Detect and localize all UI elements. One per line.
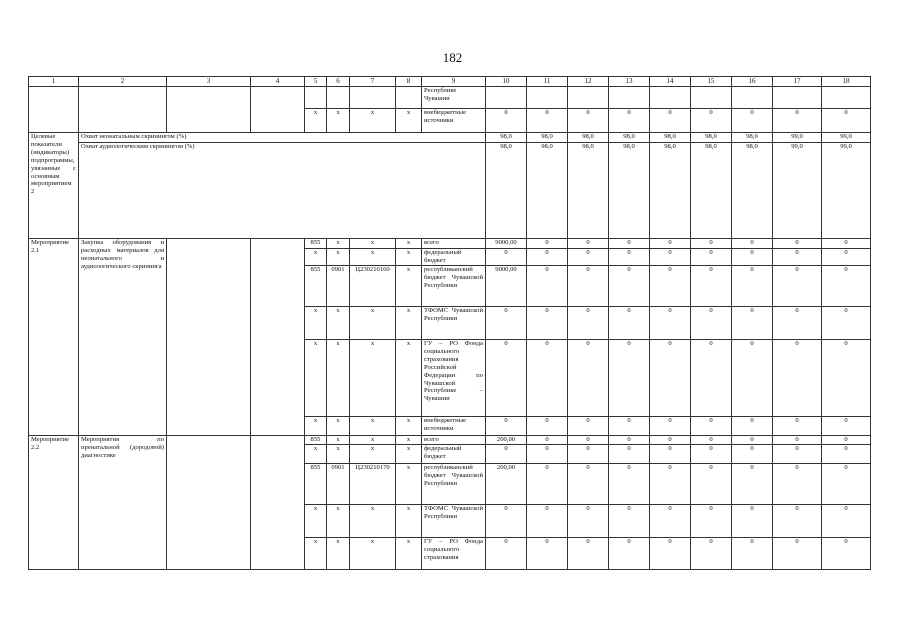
table-cell: 0 bbox=[568, 538, 609, 570]
table-cell: 0901 bbox=[327, 266, 350, 307]
column-header: 2 bbox=[79, 77, 167, 87]
table-cell: x bbox=[396, 538, 422, 570]
table-cell: x bbox=[396, 417, 422, 436]
column-header: 7 bbox=[350, 77, 396, 87]
table-cell bbox=[251, 239, 305, 436]
table-cell: x bbox=[305, 417, 327, 436]
table-cell: 98,0 bbox=[609, 143, 650, 239]
column-header: 10 bbox=[486, 77, 527, 87]
table-cell bbox=[691, 87, 732, 109]
column-header: 4 bbox=[251, 77, 305, 87]
table-cell: 0 bbox=[650, 436, 691, 445]
table-cell: 0 bbox=[609, 266, 650, 307]
table-cell: 0 bbox=[691, 266, 732, 307]
table-cell: x bbox=[305, 249, 327, 266]
table-cell: 0 bbox=[732, 266, 773, 307]
table-cell: 0 bbox=[527, 239, 568, 249]
table-cell: x bbox=[350, 445, 396, 464]
table-cell: 0 bbox=[691, 445, 732, 464]
table-cell: 0 bbox=[732, 109, 773, 133]
table-cell: 0 bbox=[650, 239, 691, 249]
table-cell: x bbox=[327, 307, 350, 340]
table-cell: ТФОМС Чувашской Республики bbox=[422, 307, 486, 340]
table-cell: 0 bbox=[773, 538, 822, 570]
table-cell: 0 bbox=[527, 340, 568, 417]
table-cell: 200,00 bbox=[486, 436, 527, 445]
table-cell: 0 bbox=[568, 249, 609, 266]
table-cell: x bbox=[396, 436, 422, 445]
table-cell: ГУ – РО Фонда социального страхования bbox=[422, 538, 486, 570]
table-cell bbox=[167, 436, 251, 570]
table-cell: 0 bbox=[527, 417, 568, 436]
table-cell: 0 bbox=[732, 445, 773, 464]
table-cell: 0 bbox=[732, 464, 773, 505]
table-cell: 0 bbox=[568, 464, 609, 505]
table-cell: 0 bbox=[691, 307, 732, 340]
table-cell: 855 bbox=[305, 464, 327, 505]
table-cell: 0901 bbox=[327, 464, 350, 505]
table-cell bbox=[29, 87, 79, 133]
table-cell: 0 bbox=[773, 417, 822, 436]
table-cell: 0 bbox=[691, 109, 732, 133]
table-cell: Ц230210170 bbox=[350, 464, 396, 505]
table-cell: 0 bbox=[732, 249, 773, 266]
table-cell: 0 bbox=[650, 249, 691, 266]
table-cell: 0 bbox=[527, 266, 568, 307]
table-cell: 0 bbox=[609, 505, 650, 538]
table-row bbox=[29, 143, 871, 239]
table-cell: 0 bbox=[568, 239, 609, 249]
table-cell: 0 bbox=[527, 436, 568, 445]
table-cell: 0 bbox=[527, 109, 568, 133]
table-cell: 0 bbox=[732, 417, 773, 436]
column-header: 6 bbox=[327, 77, 350, 87]
table-row bbox=[29, 436, 871, 445]
table-cell: 98,0 bbox=[527, 133, 568, 143]
table-cell: 0 bbox=[822, 505, 871, 538]
table-cell: 0 bbox=[650, 340, 691, 417]
table-cell: x bbox=[350, 505, 396, 538]
table-cell: x bbox=[396, 307, 422, 340]
table-cell: 98,0 bbox=[691, 133, 732, 143]
table-cell: 0 bbox=[732, 538, 773, 570]
table-cell: 0 bbox=[691, 340, 732, 417]
table-cell: 0 bbox=[650, 445, 691, 464]
table-cell bbox=[167, 87, 251, 133]
table-cell: x bbox=[350, 249, 396, 266]
table-cell bbox=[650, 87, 691, 109]
table-cell: 0 bbox=[609, 464, 650, 505]
table-cell: x bbox=[305, 445, 327, 464]
table-cell: 0 bbox=[568, 417, 609, 436]
table-cell: 0 bbox=[732, 505, 773, 538]
table-cell: 0 bbox=[773, 239, 822, 249]
table-cell: 0 bbox=[691, 417, 732, 436]
column-header: 9 bbox=[422, 77, 486, 87]
table-cell: x bbox=[350, 109, 396, 133]
table-cell: 0 bbox=[773, 464, 822, 505]
table-cell: 0 bbox=[773, 307, 822, 340]
table-cell: республиканский бюджет Чувашской Республики bbox=[422, 266, 486, 307]
table-cell bbox=[251, 436, 305, 570]
table-cell: x bbox=[305, 505, 327, 538]
table-cell bbox=[327, 87, 350, 109]
column-header: 16 bbox=[732, 77, 773, 87]
table-cell bbox=[822, 87, 871, 109]
table-cell: 0 bbox=[486, 109, 527, 133]
table-row bbox=[29, 239, 871, 249]
table-cell: x bbox=[305, 340, 327, 417]
table-cell: 0 bbox=[650, 307, 691, 340]
table-cell bbox=[732, 87, 773, 109]
table-cell: внебюджетные источники bbox=[422, 417, 486, 436]
table-cell: 98,0 bbox=[650, 133, 691, 143]
table-cell: x bbox=[350, 340, 396, 417]
header-row bbox=[29, 77, 871, 87]
measure-description: Мероприятия по пренатальной (дородовой) диагностике bbox=[79, 436, 167, 570]
table-cell: 0 bbox=[650, 464, 691, 505]
table-row bbox=[29, 133, 871, 143]
table-cell: 0 bbox=[486, 445, 527, 464]
table-cell: 0 bbox=[650, 505, 691, 538]
table-cell: 0 bbox=[650, 417, 691, 436]
table-cell: 0 bbox=[486, 505, 527, 538]
table-cell bbox=[79, 87, 167, 133]
table-cell: 0 bbox=[609, 417, 650, 436]
column-header: 11 bbox=[527, 77, 568, 87]
column-header: 15 bbox=[691, 77, 732, 87]
table-cell bbox=[167, 239, 251, 436]
table-cell: федеральный бюджет bbox=[422, 445, 486, 464]
table-cell: x bbox=[396, 505, 422, 538]
table-cell: 0 bbox=[609, 307, 650, 340]
table-cell: 0 bbox=[822, 239, 871, 249]
table-cell: 0 bbox=[773, 436, 822, 445]
table-cell bbox=[773, 87, 822, 109]
table-cell: 0 bbox=[691, 239, 732, 249]
table-cell: x bbox=[396, 464, 422, 505]
table-cell: 0 bbox=[486, 538, 527, 570]
table-cell: x bbox=[305, 538, 327, 570]
table-cell: Ц230210160 bbox=[350, 266, 396, 307]
column-header: 1 bbox=[29, 77, 79, 87]
table-cell: 0 bbox=[822, 307, 871, 340]
table-cell bbox=[396, 87, 422, 109]
table-cell: 0 bbox=[822, 436, 871, 445]
table-cell: 200,00 bbox=[486, 464, 527, 505]
table-cell: 0 bbox=[822, 464, 871, 505]
table-cell: x bbox=[327, 340, 350, 417]
table-cell: 0 bbox=[732, 239, 773, 249]
table-cell bbox=[609, 87, 650, 109]
table-cell: 0 bbox=[568, 505, 609, 538]
table-cell: x bbox=[327, 445, 350, 464]
table-cell: x bbox=[305, 109, 327, 133]
table-cell: 0 bbox=[527, 307, 568, 340]
indicator-name: Охват аудиологическим скринингом (%) bbox=[79, 143, 486, 239]
table-cell: 0 bbox=[650, 538, 691, 570]
table-cell: 0 bbox=[773, 445, 822, 464]
table-cell: x bbox=[396, 109, 422, 133]
table-cell: 99,0 bbox=[773, 143, 822, 239]
table-cell: 9000,00 bbox=[486, 239, 527, 249]
table-cell: 98,0 bbox=[732, 143, 773, 239]
column-header: 12 bbox=[568, 77, 609, 87]
table-cell: x bbox=[350, 417, 396, 436]
table-cell bbox=[486, 87, 527, 109]
table-cell: 0 bbox=[527, 464, 568, 505]
table-cell: 0 bbox=[486, 307, 527, 340]
table-cell: 0 bbox=[568, 436, 609, 445]
table-cell: x bbox=[305, 307, 327, 340]
table-cell: x bbox=[327, 436, 350, 445]
table-cell bbox=[350, 87, 396, 109]
indicator-name: Охват неонатальным скринингом (%) bbox=[79, 133, 486, 143]
table-cell: 0 bbox=[773, 266, 822, 307]
table-cell: 98,0 bbox=[568, 143, 609, 239]
target-indicators-label: Целевые показатели (индикаторы) подпрограммы, увязанные с основным мероприятием 2 bbox=[29, 133, 79, 239]
table-cell: 0 bbox=[650, 266, 691, 307]
table-cell: 98,0 bbox=[732, 133, 773, 143]
table-cell: 855 bbox=[305, 239, 327, 249]
table-cell: 0 bbox=[773, 109, 822, 133]
table-cell: x bbox=[350, 436, 396, 445]
table-cell: 0 bbox=[609, 239, 650, 249]
table-cell: x bbox=[350, 239, 396, 249]
table-cell: федеральный бюджет bbox=[422, 249, 486, 266]
table-cell: 0 bbox=[732, 340, 773, 417]
table-cell: 98,0 bbox=[486, 133, 527, 143]
table-cell: 0 bbox=[773, 249, 822, 266]
table-cell: 0 bbox=[691, 249, 732, 266]
table-cell: 98,0 bbox=[609, 133, 650, 143]
table-cell bbox=[568, 87, 609, 109]
table-cell: 855 bbox=[305, 266, 327, 307]
table-cell: 0 bbox=[609, 109, 650, 133]
table-cell: x bbox=[396, 249, 422, 266]
table-cell: всего bbox=[422, 239, 486, 249]
table-cell: 0 bbox=[691, 464, 732, 505]
table-cell: 0 bbox=[609, 249, 650, 266]
table-cell: x bbox=[350, 307, 396, 340]
table-cell: 99,0 bbox=[773, 133, 822, 143]
table-cell bbox=[305, 87, 327, 109]
table-cell: республиканский бюджет Чувашской Республики bbox=[422, 464, 486, 505]
table-cell: x bbox=[327, 109, 350, 133]
table-cell: 0 bbox=[609, 340, 650, 417]
measure-label: Мероприятие 2.2 bbox=[29, 436, 79, 570]
table-cell: 0 bbox=[822, 417, 871, 436]
table-cell: 0 bbox=[568, 340, 609, 417]
table-cell: x bbox=[396, 445, 422, 464]
table-cell: 0 bbox=[691, 538, 732, 570]
table-cell: 0 bbox=[568, 445, 609, 464]
table-cell: 98,0 bbox=[527, 143, 568, 239]
table-cell: 0 bbox=[486, 417, 527, 436]
table-cell: 0 bbox=[486, 340, 527, 417]
table-cell: 0 bbox=[568, 307, 609, 340]
column-header: 5 bbox=[305, 77, 327, 87]
table-cell: x bbox=[327, 538, 350, 570]
table-row bbox=[29, 87, 871, 109]
table-cell: 0 bbox=[609, 538, 650, 570]
table-cell: 0 bbox=[527, 505, 568, 538]
measure-label: Мероприятие 2.1 bbox=[29, 239, 79, 436]
budget-table bbox=[28, 76, 871, 570]
table-cell: 0 bbox=[822, 249, 871, 266]
table-cell: x bbox=[396, 340, 422, 417]
table-cell: x bbox=[327, 417, 350, 436]
table-cell: x bbox=[396, 239, 422, 249]
table-cell: Республике Чувашии bbox=[422, 87, 486, 109]
table-cell: 0 bbox=[732, 307, 773, 340]
table-cell: 0 bbox=[486, 249, 527, 266]
table-cell bbox=[527, 87, 568, 109]
table-cell: 98,0 bbox=[691, 143, 732, 239]
page-number: 182 bbox=[442, 50, 463, 65]
table-cell: внебюджетные источники bbox=[422, 109, 486, 133]
table-cell: 0 bbox=[732, 436, 773, 445]
column-header: 18 bbox=[822, 77, 871, 87]
table-cell: 0 bbox=[691, 505, 732, 538]
table-cell: 98,0 bbox=[486, 143, 527, 239]
table-cell: 0 bbox=[650, 109, 691, 133]
table-cell: 0 bbox=[568, 109, 609, 133]
table-cell: 0 bbox=[822, 109, 871, 133]
table-cell: 0 bbox=[527, 538, 568, 570]
column-header: 8 bbox=[396, 77, 422, 87]
table-cell: x bbox=[350, 538, 396, 570]
table-cell: 99,0 bbox=[822, 133, 871, 143]
table-cell: x bbox=[396, 266, 422, 307]
table-cell: 0 bbox=[773, 340, 822, 417]
table-cell: 98,0 bbox=[650, 143, 691, 239]
table-cell: ГУ – РО Фонда социального страхования Российской Федерации по Чувашской Республике – Чувашии bbox=[422, 340, 486, 417]
table-cell: 99,0 bbox=[822, 143, 871, 239]
column-header: 14 bbox=[650, 77, 691, 87]
table-cell: 0 bbox=[527, 445, 568, 464]
table-cell: 0 bbox=[773, 505, 822, 538]
table-cell: x bbox=[327, 505, 350, 538]
table-cell: 0 bbox=[568, 266, 609, 307]
table-cell: 0 bbox=[691, 436, 732, 445]
table-cell: 0 bbox=[822, 340, 871, 417]
column-header: 17 bbox=[773, 77, 822, 87]
table-cell: 98,0 bbox=[568, 133, 609, 143]
table-cell: 0 bbox=[609, 436, 650, 445]
table-cell: 0 bbox=[527, 249, 568, 266]
table-cell: 9000,00 bbox=[486, 266, 527, 307]
table-cell: x bbox=[327, 239, 350, 249]
column-header: 13 bbox=[609, 77, 650, 87]
table-cell: 855 bbox=[305, 436, 327, 445]
column-header: 3 bbox=[167, 77, 251, 87]
table-cell: всего bbox=[422, 436, 486, 445]
table-cell: 0 bbox=[822, 445, 871, 464]
table-cell: x bbox=[327, 249, 350, 266]
table-cell: 0 bbox=[822, 538, 871, 570]
table-cell: ТФОМС Чувашской Республики bbox=[422, 505, 486, 538]
table-cell: 0 bbox=[822, 266, 871, 307]
measure-description: Закупка оборудования и расходных материалов для неонатального и аудиологического скрининга bbox=[79, 239, 167, 436]
table-cell: 0 bbox=[609, 445, 650, 464]
table-cell bbox=[251, 87, 305, 133]
